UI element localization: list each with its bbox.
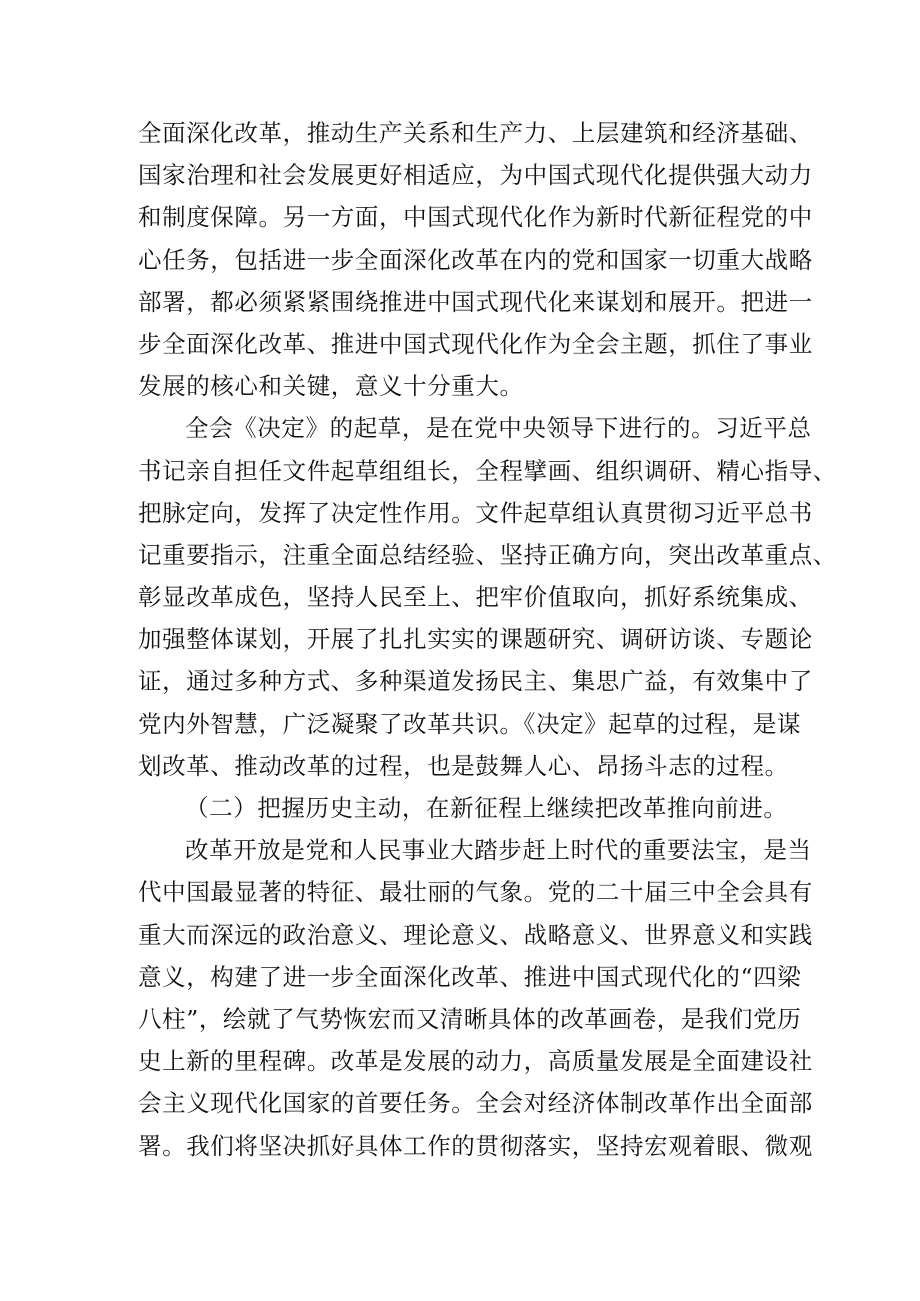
text-line: 记重要指示，注重全面总结经验、坚持正确方向，突出改革重点、	[138, 540, 837, 569]
text-line: 署。我们将坚决抓好具体工作的贯彻落实，坚持宏观着眼、微观	[138, 1131, 813, 1160]
text-line: 党内外智慧，广泛凝聚了改革共识。《决定》起草的过程，是谋	[138, 709, 802, 738]
text-line: 心任务，包括进一步全面深化改革在内的党和国家一切重大战略	[138, 245, 813, 274]
text-line: 步全面深化改革、推进中国式现代化作为全会主题，抓住了事业	[138, 329, 813, 358]
text-line: 和制度保障。另一方面，中国式现代化作为新时代新征程党的中	[138, 203, 813, 232]
text-line: 史上新的里程碑。改革是发展的动力，高质量发展是全面建设社	[138, 1047, 813, 1076]
text-line: 八柱”，绘就了气势恢宏而又清晰具体的改革画卷，是我们党历	[138, 1004, 802, 1033]
text-line: 代中国最显著的特征、最壮丽的气象。党的二十届三中全会具有	[138, 878, 813, 907]
document-body	[138, 112, 837, 1167]
text-line: 重大而深远的政治意义、理论意义、战略意义、世界意义和实践	[138, 920, 813, 949]
text-line: 书记亲自担任文件起草组组长，全程擘画、组织调研、精心指导、	[138, 456, 837, 485]
paragraph-first-line: 改革开放是党和人民事业大踏步赶上时代的重要法宝，是当	[185, 836, 812, 865]
text-line: 彰显改革成色，坚持人民至上、把牢价值取向，抓好系统集成、	[138, 583, 813, 612]
text-line: 部署，都必须紧紧围绕推进中国式现代化来谋划和展开。把进一	[138, 287, 813, 316]
text-line: 加强整体谋划，开展了扎扎实实的课题研究、调研访谈、专题论	[138, 625, 813, 654]
text-line: 意义，构建了进一步全面深化改革、推进中国式现代化的“四梁	[138, 962, 802, 991]
text-line: 会主义现代化国家的首要任务。全会对经济体制改革作出全面部	[138, 1089, 813, 1118]
text-line: 国家治理和社会发展更好相适应，为中国式现代化提供强大动力	[138, 161, 813, 190]
paragraph-first-line: 全会《决定》的起草，是在党中央领导下进行的。习近平总	[185, 414, 812, 443]
text-line: 证，通过多种方式、多种渠道发扬民主、集思广益，有效集中了	[138, 667, 813, 696]
text-line: 划改革、推动改革的过程，也是鼓舞人心、昂扬斗志的过程。	[138, 751, 789, 780]
text-line: 发展的核心和关键，意义十分重大。	[138, 372, 524, 401]
section-heading: （二）把握历史主动，在新征程上继续把改革推向前进。	[185, 794, 788, 822]
text-line: 把脉定向，发挥了决定性作用。文件起草组认真贯彻习近平总书	[138, 498, 813, 527]
text-line: 全面深化改革，推动生产关系和生产力、上层建筑和经济基础、	[138, 119, 813, 147]
